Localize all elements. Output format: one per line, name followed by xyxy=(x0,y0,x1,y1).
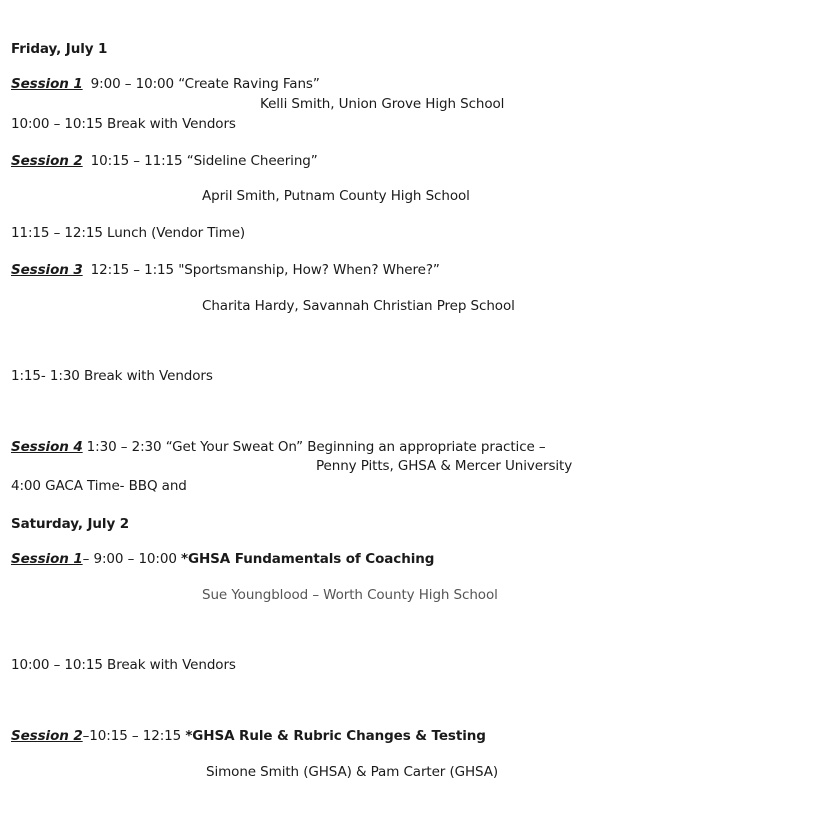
saturday-session-1-speaker: Sue Youngblood – Worth County High School xyxy=(202,587,498,603)
session-label: Session 3 xyxy=(11,262,83,278)
saturday-session-2 xyxy=(11,728,486,745)
session-label: Session 2 xyxy=(11,728,83,744)
session-title: *GHSA Rule & Rubric Changes & Testing xyxy=(185,728,486,744)
friday-session-1 xyxy=(11,76,320,93)
session-time-title: 1:30 – 2:30 “Get Your Sweat On” Beginning an appropriate practice – xyxy=(86,439,546,455)
saturday-heading: Saturday, July 2 xyxy=(11,516,130,532)
saturday-break-1: 10:00 – 10:15 Break with Vendors xyxy=(11,657,236,673)
friday-break-2: 1:15- 1:30 Break with Vendors xyxy=(11,368,213,384)
friday-session-4 xyxy=(11,439,546,456)
friday-break-1: 10:00 – 10:15 Break with Vendors xyxy=(11,116,236,132)
saturday-session-2-speaker: Simone Smith (GHSA) & Pam Carter (GHSA) xyxy=(206,764,499,780)
session-label: Session 2 xyxy=(11,153,83,169)
friday-session-3-speaker: Charita Hardy, Savannah Christian Prep School xyxy=(202,298,515,314)
saturday-session-1 xyxy=(11,551,434,568)
session-time-title: 10:15 – 11:15 “Sideline Cheering” xyxy=(90,153,318,169)
session-time-title: 12:15 – 1:15 "Sportsmanship, How? When? Where?” xyxy=(90,262,440,278)
session-time: –10:15 – 12:15 xyxy=(82,728,186,744)
friday-heading: Friday, July 1 xyxy=(11,41,108,57)
friday-session-3 xyxy=(11,262,440,279)
friday-session-2-speaker: April Smith, Putnam County High School xyxy=(202,188,470,204)
session-label: Session 4 xyxy=(11,439,83,455)
friday-lunch: 11:15 – 12:15 Lunch (Vendor Time) xyxy=(11,225,246,241)
session-time-title: 9:00 – 10:00 “Create Raving Fans” xyxy=(90,76,320,92)
session-label: Session 1 xyxy=(11,76,83,92)
session-label: Session 1 xyxy=(11,551,83,567)
friday-gaca-time: 4:00 GACA Time- BBQ and xyxy=(11,478,187,494)
session-time: – 9:00 – 10:00 xyxy=(82,551,182,567)
friday-session-2 xyxy=(11,153,318,170)
session-title: *GHSA Fundamentals of Coaching xyxy=(181,551,435,567)
friday-session-1-speaker: Kelli Smith, Union Grove High School xyxy=(260,96,505,112)
friday-session-4-speaker: Penny Pitts, GHSA & Mercer University xyxy=(316,458,573,474)
